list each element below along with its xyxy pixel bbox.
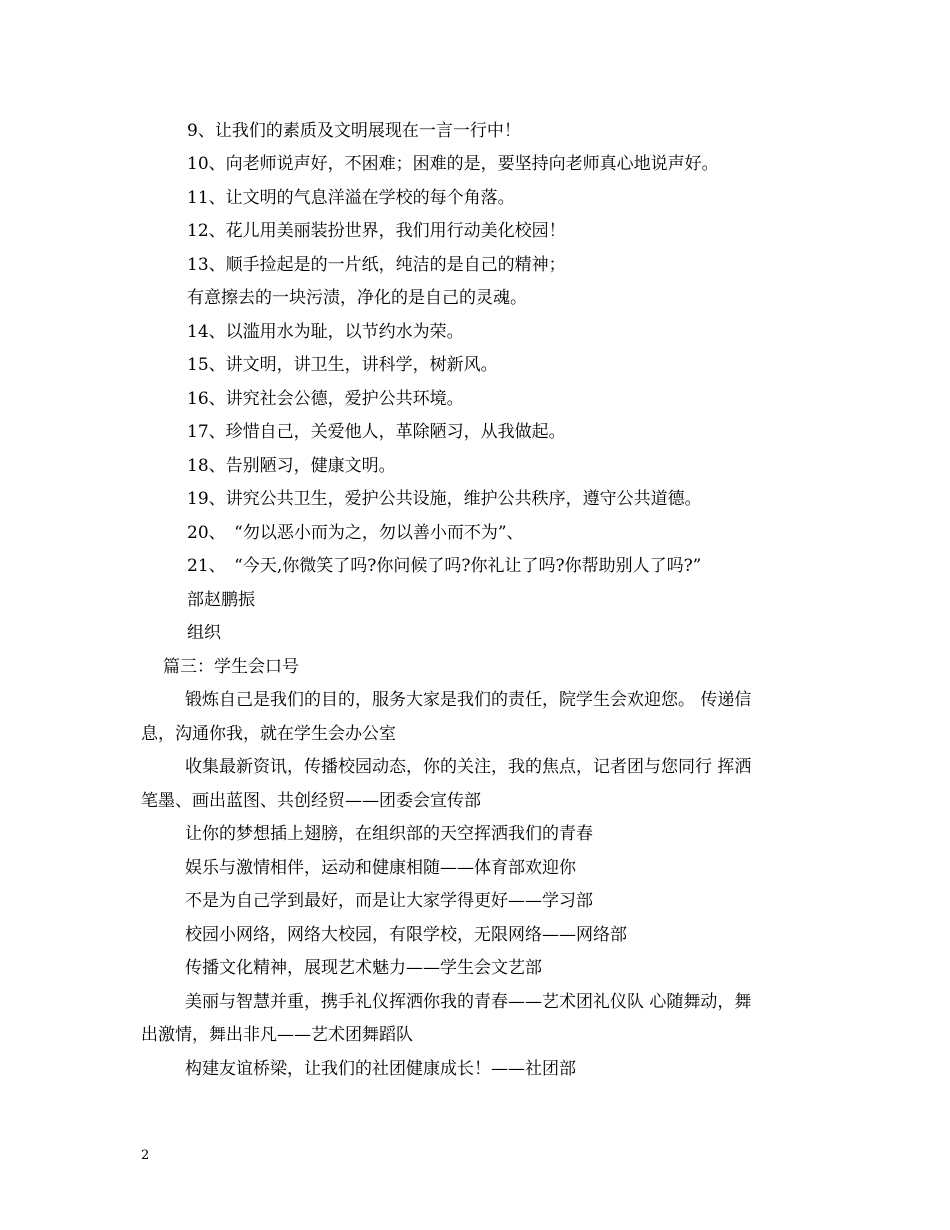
text-line: 18、告别陋习，健康文明。 — [187, 456, 396, 476]
text-line: 收集最新资讯，传播校园动态，你的关注，我的焦点，记者团与您同行 挥洒 — [185, 757, 752, 777]
text-line: 锻炼自己是我们的目的，服务大家是我们的责任，院学生会欢迎您。 传递信 — [185, 690, 752, 710]
text-line: 9、让我们的素质及文明展现在一言一行中！ — [187, 121, 521, 141]
text-line: 13、顺手捡起是的一片纸，纯洁的是自己的精神； — [187, 255, 566, 275]
text-line: 出激情，舞出非凡——艺术团舞蹈队 — [141, 1025, 413, 1045]
text-line: 21、 “今天,你微笑了吗?你问候了吗?你礼让了吗?你帮助别人了吗?” — [187, 556, 702, 576]
text-line: 19、讲究公共卫生，爱护公共设施，维护公共秩序，遵守公共道德。 — [187, 489, 702, 509]
text-line: 校园小网络，网络大校园，有限学校，无限网络——网络部 — [185, 925, 627, 945]
text-line: 美丽与智慧并重，携手礼仪挥洒你我的青春——艺术团礼仪队 心随舞动，舞 — [185, 992, 752, 1012]
text-line: 组织 — [187, 623, 221, 643]
text-line: 笔墨、画出蓝图、共创经贸——团委会宣传部 — [141, 791, 481, 811]
text-line: 20、 “勿以恶小而为之，勿以善小而不为”、 — [187, 523, 524, 543]
text-line: 不是为自己学到最好，而是让大家学得更好——学习部 — [185, 891, 593, 911]
section-heading: 篇三：学生会口号 — [163, 657, 299, 677]
text-line: 17、珍惜自己，关爱他人，革除陋习，从我做起。 — [187, 422, 566, 442]
text-line: 16、讲究社会公德，爱护公共环境。 — [187, 389, 464, 409]
text-line: 14、以滥用水为耻，以节约水为荣。 — [187, 322, 464, 342]
text-line: 部赵鹏振 — [187, 590, 255, 610]
text-line: 11、让文明的气息洋溢在学校的每个角落。 — [187, 188, 515, 208]
text-line: 传播文化精神，展现艺术魅力——学生会文艺部 — [185, 958, 542, 978]
text-line: 12、花儿用美丽装扮世界，我们用行动美化校园！ — [187, 221, 566, 241]
text-line: 构建友谊桥梁，让我们的社团健康成长！——社团部 — [185, 1059, 576, 1079]
text-line: 有意擦去的一块污渍，净化的是自己的灵魂。 — [187, 288, 527, 308]
text-line: 让你的梦想插上翅膀，在组织部的天空挥洒我们的青春 — [185, 824, 593, 844]
text-line: 息，沟通你我，就在学生会办公室 — [141, 724, 396, 744]
text-line: 15、讲文明，讲卫生，讲科学，树新风。 — [187, 355, 498, 375]
text-line: 娱乐与激情相伴，运动和健康相随——体育部欢迎你 — [185, 858, 576, 878]
text-line: 10、向老师说声好，不困难；困难的是，要坚持向老师真心地说声好。 — [187, 154, 719, 174]
page-number: 2 — [141, 1148, 150, 1163]
